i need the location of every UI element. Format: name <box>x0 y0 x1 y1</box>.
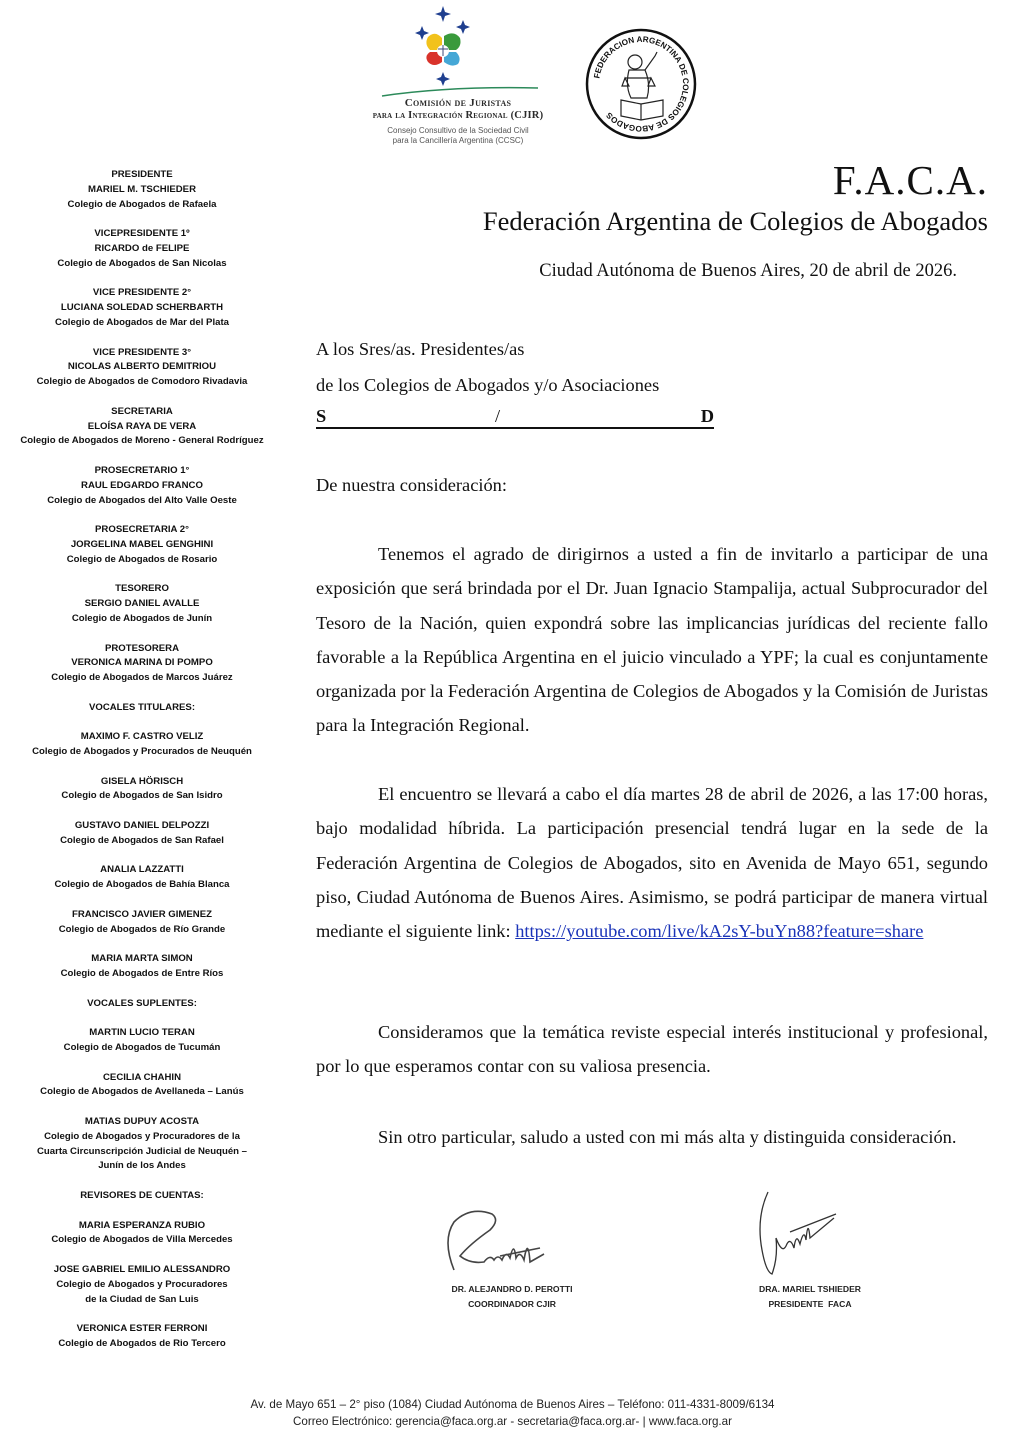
board-member-line: VERONICA MARINA DI POMPO <box>71 657 213 669</box>
board-member-line: Colegio de Abogados de Comodoro Rivadavia <box>36 376 248 388</box>
board-member-entry <box>0 997 284 1012</box>
footer-address: Av. de Mayo 651 – 2° piso (1084) Ciudad Autónoma de Buenos Aires – Teléfono: 011-4331-8009/6134 <box>250 1398 775 1411</box>
board-member-entry <box>0 346 284 390</box>
seal-ring-text: FEDERACION ARGENTINA DE COLEGIOS DE ABOGADOS <box>592 34 691 134</box>
event-details-text: El encuentro se llevará a cabo el día martes 28 de abril de 2026, a las 17:00 horas, bajo modalidad híbrida. La participación presencial tendrá lugar en la sede de la Federación Argentina de Colegios de Abogados, sito en Avenida de Mayo 651, segundo piso, Ciudad Autónoma de Buenos Aires. Asimismo, se podrá participar de manera virtual mediante el siguiente link: <box>316 784 988 942</box>
board-member-line: FRANCISCO JAVIER GIMENEZ <box>71 908 212 920</box>
board-member-line: Colegio de Abogados de Rafaela <box>67 198 217 210</box>
board-member-line: Colegio de Abogados de San Nicolas <box>57 257 227 269</box>
board-member-entry <box>0 701 284 716</box>
org-full-name: Federación Argentina de Colegios de Abogados <box>482 206 988 236</box>
board-member-line: MAXIMO F. CASTRO VELIZ <box>80 731 204 743</box>
board-member-line: RAUL EDGARDO FRANCO <box>81 479 203 491</box>
board-member-line: de la Ciudad de San Luis <box>85 1293 199 1305</box>
board-member-line: CECILIA CHAHIN <box>103 1071 181 1083</box>
cjir-subtitle-line-2: para la Cancillería Argentina (CCSC) <box>392 136 524 145</box>
youtube-link[interactable]: https://youtube.com/live/kA2sY-buYn88?feature=share <box>515 921 924 942</box>
board-member-line: Cuarta Circunscripción Judicial de Neuquén – <box>36 1145 248 1157</box>
board-member-entry <box>0 1071 284 1101</box>
signature-tschieder-icon <box>750 1188 840 1280</box>
paragraph-event-details <box>316 777 988 948</box>
paragraph-interest: Consideramos que la temática reviste especial interés institucional y profesional, por lo que esperamos contar con su valiosa presencia. <box>316 1022 988 1077</box>
board-member-line: PROSECRETARIO 1° <box>94 464 190 476</box>
board-member-line: TESORERO <box>115 583 169 595</box>
board-member-line: MARIA MARTA SIMON <box>91 953 193 965</box>
board-member-line: VOCALES SUPLENTES: <box>87 997 197 1009</box>
board-member-entry <box>0 227 284 271</box>
board-member-line: Colegio de Abogados de Villa Mercedes <box>51 1234 233 1246</box>
board-member-line: VICE PRESIDENTE 3° <box>92 346 192 358</box>
board-member-entry <box>0 405 284 449</box>
board-member-line: Colegio de Abogados de Junín <box>71 612 213 624</box>
board-member-entry <box>0 1026 284 1056</box>
board-member-line: SECRETARIA <box>111 405 173 417</box>
board-member-entry <box>0 1219 284 1249</box>
board-member-line: MARIA ESPERANZA RUBIO <box>78 1219 206 1231</box>
board-member-entry <box>0 523 284 567</box>
board-member-line: GUSTAVO DANIEL DELPOZZI <box>74 820 210 832</box>
board-member-line: JORGELINA MABEL GENGHINI <box>70 538 214 550</box>
signature-perotti-icon <box>440 1200 550 1278</box>
board-member-line: Colegio de Abogados de San Rafael <box>60 834 224 846</box>
board-member-line: NICOLAS ALBERTO DEMITRIOU <box>67 361 217 373</box>
board-member-line: Colegio de Abogados de Río Grande <box>58 923 226 935</box>
signer-name: DR. ALEJANDRO D. PEROTTI <box>451 1284 573 1294</box>
sd-d: D <box>700 406 714 426</box>
signer-name: DRA. MARIEL TSHIEDER <box>758 1284 862 1294</box>
board-member-entry <box>0 775 284 805</box>
board-member-line: GISELA HÖRISCH <box>100 775 184 787</box>
cjir-logo <box>370 2 550 157</box>
signer-role: COORDINADOR CJIR <box>468 1299 556 1309</box>
board-member-line: Colegio de Abogados de Moreno - General Rodríguez <box>20 435 264 447</box>
cjir-emblem-icon <box>408 2 478 92</box>
board-member-line: VERONICA ESTER FERRONI <box>76 1323 208 1335</box>
recipient-line-1: A los Sres/as. Presidentes/as <box>316 339 525 359</box>
board-member-line: JOSE GABRIEL EMILIO ALESSANDRO <box>53 1263 231 1275</box>
board-member-entry <box>0 168 284 212</box>
signature-block-president <box>710 1282 910 1312</box>
board-member-line: PROSECRETARIA 2° <box>95 524 189 536</box>
board-member-line: Colegio de Abogados del Alto Valle Oeste <box>47 494 237 506</box>
board-member-entry <box>0 819 284 849</box>
board-member-line: VOCALES TITULARES: <box>88 701 196 713</box>
board-member-line: MARIEL M. TSCHIEDER <box>87 183 197 195</box>
board-member-line: REVISORES DE CUENTAS: <box>80 1189 204 1201</box>
board-member-line: VICEPRESIDENTE 1º <box>94 228 190 240</box>
footer-contact: Correo Electrónico: gerencia@faca.org.ar - secretaria@faca.org.ar- | www.faca.org.ar <box>293 1415 732 1428</box>
cjir-title-line-1: Comisión de Juristas <box>404 97 512 109</box>
board-member-entry <box>0 1322 284 1352</box>
board-member-line: Colegio de Abogados de Rosario <box>66 553 218 565</box>
board-member-entry <box>0 863 284 893</box>
recipient-line-2: de los Colegios de Abogados y/o Asociaciones <box>316 375 660 395</box>
board-member-line: Colegio de Abogados de San Isidro <box>61 790 223 802</box>
board-member-line: Colegio de Abogados de Rio Tercero <box>58 1337 226 1349</box>
board-member-entry <box>0 642 284 686</box>
faca-seal-icon <box>585 28 697 140</box>
board-member-line: VICE PRESIDENTE 2° <box>92 287 192 299</box>
board-member-entry <box>0 1263 284 1307</box>
board-members-sidebar <box>0 168 284 1367</box>
board-member-line: MATIAS DUPUY ACOSTA <box>84 1116 200 1127</box>
board-member-entry <box>0 1189 284 1204</box>
board-member-entry <box>0 730 284 760</box>
greeting: De nuestra consideración: <box>316 475 507 495</box>
board-member-entry <box>0 1115 284 1174</box>
cjir-title-line-2: para la Integración Regional (CJIR) <box>372 110 544 121</box>
board-member-line: Junín de los Andes <box>98 1160 186 1172</box>
board-member-line: Colegio de Abogados de Entre Ríos <box>60 968 224 980</box>
swoosh-decoration <box>380 84 540 98</box>
board-member-line: Colegio de Abogados de Mar del Plata <box>55 316 229 328</box>
date-line: Ciudad Autónoma de Buenos Aires, 20 de abril de 2026. <box>539 261 957 281</box>
signer-role: PRESIDENTE FACA <box>768 1299 852 1309</box>
board-member-line: Colegio de Abogados de Bahía Blanca <box>54 879 230 891</box>
board-member-entry <box>0 582 284 626</box>
board-member-line: Colegio de Abogados y Procuradores de la <box>44 1130 240 1142</box>
paragraph-invitation: Tenemos el agrado de dirigirnos a usted a fin de invitarlo a participar de una exposición que será brindada por el Dr. Juan Ignacio Stampalija, actual Subprocurador del Tesoro de la Nación, quien expondrá sobre las implicancias jurídicas del reciente fallo favorable a la República Argentina en el juicio vinculado a YPF; la cual es conjuntamente organizada por la Federación Argentina de Colegios de Abogados y la Comisión de Juristas para la Integración Regional. <box>316 544 988 736</box>
board-member-entry <box>0 908 284 938</box>
board-member-line: ANALIA LAZZATTI <box>100 864 184 876</box>
board-member-line: LUCIANA SOLEDAD SCHERBARTH <box>60 302 224 314</box>
signature-block-coordinator <box>412 1282 612 1312</box>
board-member-line: Colegio de Abogados y Procurados de Neuquén <box>32 746 252 758</box>
board-member-line: Colegio de Abogados de Avellaneda – Lanús <box>40 1086 244 1098</box>
board-member-entry <box>0 952 284 982</box>
board-member-line: PRESIDENTE <box>111 169 173 180</box>
board-member-line: Colegio de Abogados y Procuradores <box>56 1278 228 1290</box>
org-abbreviation: F.A.C.A. <box>832 157 988 203</box>
sd-line <box>316 403 714 429</box>
board-member-line: ELOÍSA RAYA DE VERA <box>87 420 197 432</box>
board-member-line: MARTIN LUCIO TERAN <box>89 1027 195 1039</box>
sd-s: S <box>316 406 327 426</box>
board-member-entry <box>0 464 284 508</box>
board-member-line: SERGIO DANIEL AVALLE <box>84 598 200 610</box>
board-member-entry <box>0 286 284 330</box>
recipient-block <box>316 331 736 403</box>
board-member-line: Colegio de Abogados de Tucumán <box>63 1042 221 1054</box>
board-member-line: RICARDO de FELIPE <box>94 242 190 254</box>
paragraph-closing: Sin otro particular, saludo a usted con mi más alta y distinguida consideración. <box>378 1127 957 1147</box>
footer <box>0 1396 1025 1430</box>
board-member-line: Colegio de Abogados de Marcos Juárez <box>51 672 233 684</box>
board-member-line: PROTESORERA <box>104 642 180 654</box>
cjir-subtitle-line-1: Consejo Consultivo de la Sociedad Civil <box>387 126 529 135</box>
sd-slash: / <box>495 406 501 426</box>
